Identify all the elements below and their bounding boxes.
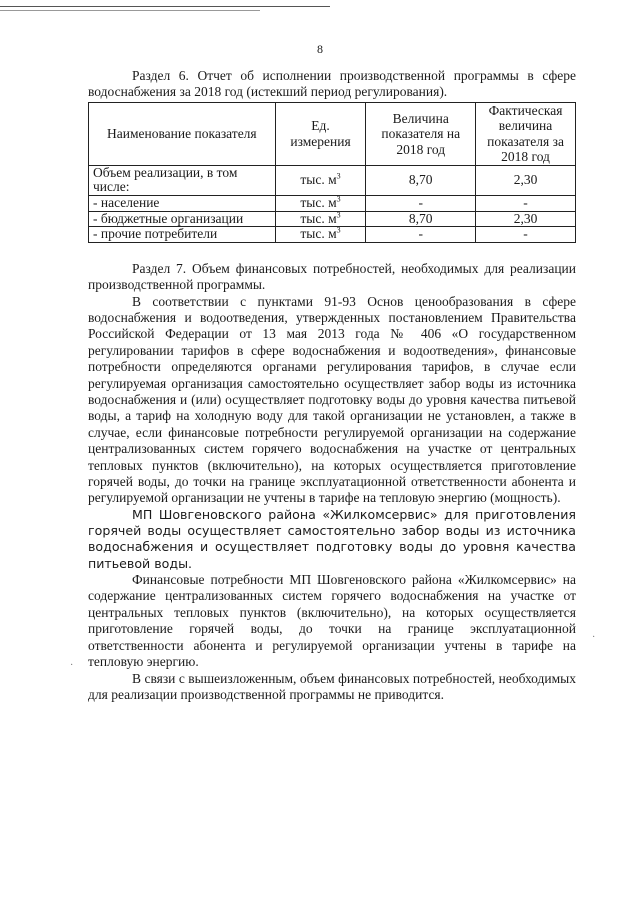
row-name: - прочие потребители — [89, 227, 276, 243]
document-body — [88, 68, 576, 703]
row-unit: тыс. $м^3$ — [275, 196, 366, 212]
row-unit: тыс. $м^3$ — [275, 211, 366, 227]
row-plan-value: 8,70 — [366, 211, 476, 227]
header-plan-2018: Величина показателя на 2018 год — [366, 102, 476, 165]
table-row — [89, 165, 576, 195]
section-7-paragraph-basis: В соответствии с пунктами 91-93 Основ ценообразования в сфере водоснабжения и водоотведения, утвержденных постановлением Правительства Российской Федерации от 13 мая 2013 года № 406 «О государственном регулировании тарифов в сфере водоснабжения и водоотведения», финансовые потребности определяются органами регулирования тарифов, в случае если регулируемая организация самостоятельно осуществляет забор воды из источника водоснабжения и (или) осуществляет подготовку воды до уровня качества питьевой воды, а тариф на холодную воду для такой организации не установлен, а также в случае, если финансовые потребности регулируемой организации на содержание централизованных систем горячего водоснабжения на участке от центральных тепловых пунктов (включительно), на которых осуществляется приготовление горячей воды, до точки на границе эксплуатационной ответственности абонента и регулируемой организации не учтены в тарифе на тепловую энергию (мощность). — [88, 293, 576, 506]
row-unit: тыс. $м^3$ — [275, 227, 366, 243]
table-row — [89, 211, 576, 227]
row-fact-value: 2,30 — [476, 211, 576, 227]
top-rule-secondary — [0, 10, 260, 11]
table-header-row — [89, 102, 576, 165]
section-7-title: Раздел 7. Объем финансовых потребностей, необходимых для реализации производственной программы. — [88, 260, 576, 293]
header-fact-2018: Фактическая величина показателя за 2018 год — [476, 102, 576, 165]
row-plan-value: 8,70 — [366, 165, 476, 195]
scan-speck: · — [70, 660, 74, 671]
report-table — [88, 102, 576, 243]
row-plan-value: - — [366, 196, 476, 212]
row-fact-value: - — [476, 227, 576, 243]
header-unit: Ед. измерения — [275, 102, 366, 165]
section-7-paragraph-conclusion: В связи с вышеизложенным, объем финансовых потребностей, необходимых для реализации производственной программы не приводится. — [88, 670, 576, 702]
row-unit: тыс. $м^3$ — [275, 165, 366, 195]
row-fact-value: 2,30 — [476, 165, 576, 195]
scan-speck: · — [592, 632, 596, 643]
page-number: 8 — [317, 42, 323, 56]
section-7-paragraph-costs: Финансовые потребности МП Шовгеновского района «Жилкомсервис» на содержание централизованных систем горячего водоснабжения на участке от центральных тепловых пунктов (включительно), на которых осуществляется приготовление горячей воды, до точки на границе эксплуатационной ответственности абонента и регулируемой организации учтены в тарифе на тепловую энергию. — [88, 572, 576, 670]
row-name: - население — [89, 196, 276, 212]
header-indicator-name: Наименование показателя — [89, 102, 276, 165]
row-plan-value: - — [366, 227, 476, 243]
row-fact-value: - — [476, 196, 576, 212]
table-row — [89, 227, 576, 243]
row-name: Объем реализации, в том числе: — [89, 165, 276, 195]
section-6-title: Раздел 6. Отчет об исполнении производственной программы в сфере водоснабжения за 2018 год (истекший период регулирования). — [88, 68, 576, 100]
table-row — [89, 196, 576, 212]
top-rule — [0, 6, 330, 7]
section-7-paragraph-company: МП Шовгеновского района «Жилкомсервис» для приготовления горячей воды осуществляет самостоятельно забор воды из источника водоснабжения и осуществляет подготовку воды до уровня качества питьевой воды. — [88, 506, 576, 571]
row-name: - бюджетные организации — [89, 211, 276, 227]
